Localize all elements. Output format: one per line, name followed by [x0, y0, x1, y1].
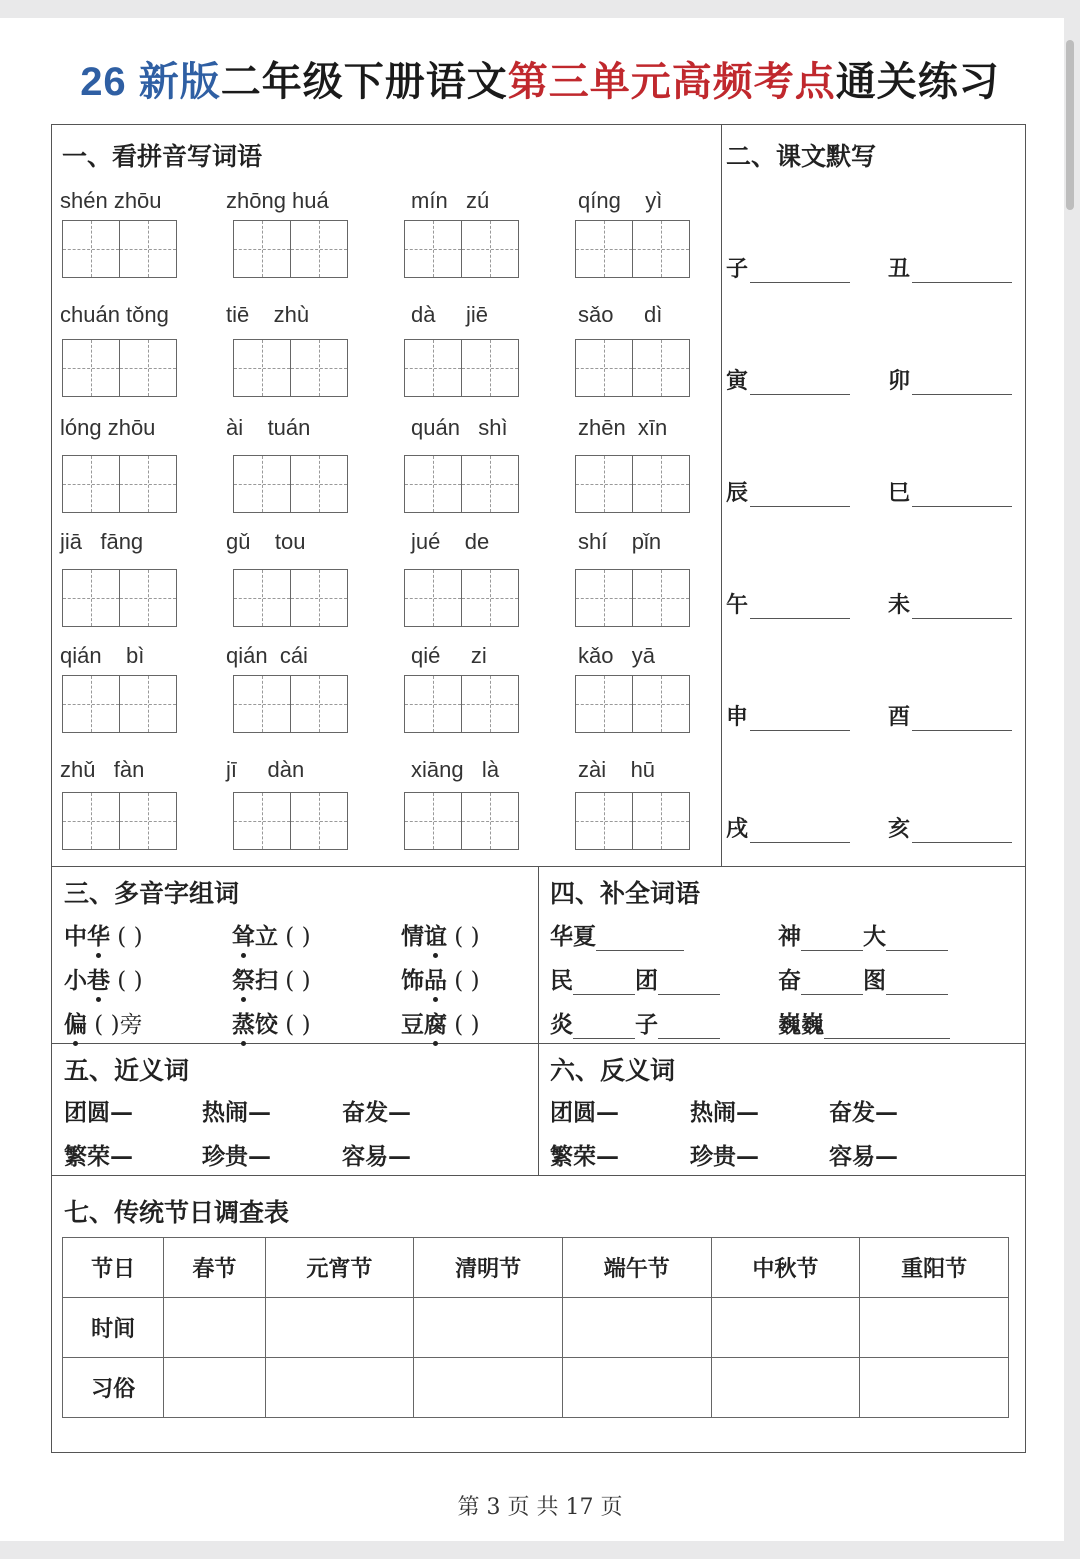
pinyin-label: jué de — [411, 529, 490, 554]
page-footer: 第 3 页 共 17 页 — [457, 1495, 623, 1520]
complete-word-3: 民 团 — [550, 962, 720, 995]
answer-cell[interactable] — [414, 1358, 563, 1418]
section-2-title — [726, 137, 876, 173]
divider-v1 — [721, 125, 722, 866]
answer-cell[interactable] — [562, 1298, 711, 1358]
row-label: 时间 — [63, 1298, 164, 1358]
recitation-item[interactable]: 戌 — [726, 812, 850, 843]
polyphone-item[interactable]: 中华 ( ) — [64, 918, 143, 951]
section-5-title: 五、近义词 — [64, 1056, 190, 1085]
pinyin-label: zhǔ fàn — [60, 757, 145, 782]
pinyin-label: qián cái — [226, 643, 308, 668]
pinyin-label: kǎo yā — [578, 643, 656, 668]
recitation-item[interactable]: 寅 — [726, 364, 850, 395]
polyphone-item[interactable]: 蒸饺 ( ) — [232, 1006, 311, 1039]
pinyin-label: shí pǐn — [578, 529, 662, 554]
polyphone-item[interactable]: 情谊 ( ) — [401, 918, 480, 951]
pinyin-label: sǎo dì — [578, 302, 663, 327]
recitation-item[interactable]: 卯 — [888, 364, 1012, 395]
table-row — [63, 1358, 1009, 1418]
writing-grid[interactable] — [233, 339, 349, 397]
writing-grid[interactable] — [62, 792, 178, 850]
polyphone-item[interactable]: 耸立 ( ) — [232, 918, 311, 951]
answer-cell[interactable] — [164, 1358, 265, 1418]
header-cell: 中秋节 — [711, 1238, 860, 1298]
complete-word-6: 巍巍 — [778, 1006, 950, 1039]
pinyin-label: qié zi — [411, 643, 487, 668]
writing-grid[interactable] — [575, 792, 691, 850]
pinyin-label: qián bì — [60, 643, 145, 668]
divider-v2 — [538, 866, 539, 1175]
synonym-item: 容易— — [342, 1143, 411, 1170]
page-title — [0, 50, 1080, 107]
pinyin-label: zhōng huá — [226, 188, 329, 213]
writing-grid[interactable] — [575, 455, 691, 513]
recitation-item[interactable]: 亥 — [888, 812, 1012, 843]
complete-word-1: 华夏 — [550, 918, 684, 951]
divider-h3 — [51, 1175, 1026, 1176]
complete-word-5: 炎 子 — [550, 1006, 720, 1039]
writing-grid[interactable] — [404, 792, 520, 850]
section-6-title: 六、反义词 — [550, 1056, 676, 1085]
title-part-2: 二年级下册语文 — [220, 58, 508, 105]
synonym-item: 奋发— — [342, 1099, 411, 1126]
pinyin-label: dà jiē — [411, 302, 489, 327]
header-cell: 重阳节 — [860, 1238, 1009, 1298]
table-header-row — [63, 1238, 1009, 1298]
answer-cell[interactable] — [164, 1298, 265, 1358]
pinyin-label: jī dàn — [226, 757, 305, 782]
answer-cell[interactable] — [265, 1358, 414, 1418]
answer-cell[interactable] — [860, 1358, 1009, 1418]
header-cell: 元宵节 — [265, 1238, 414, 1298]
pinyin-label: shén zhōu — [60, 188, 162, 213]
synonym-item: 珍贵— — [202, 1143, 271, 1170]
antonym-item: 容易— — [829, 1143, 898, 1170]
header-cell: 清明节 — [414, 1238, 563, 1298]
recitation-item[interactable]: 辰 — [726, 476, 850, 507]
header-cell: 节日 — [63, 1238, 164, 1298]
polyphone-item[interactable]: 小巷 ( ) — [64, 962, 143, 995]
pinyin-label: chuán tǒng — [60, 302, 169, 327]
pinyin-label: xiāng là — [411, 757, 500, 782]
writing-grid[interactable] — [233, 792, 349, 850]
polyphone-item[interactable]: 祭扫 ( ) — [232, 962, 311, 995]
festival-table — [62, 1237, 1009, 1418]
pinyin-label: mín zú — [411, 188, 490, 213]
table-row — [63, 1298, 1009, 1358]
pinyin-label: lóng zhōu — [60, 415, 156, 440]
recitation-item[interactable]: 巳 — [888, 476, 1012, 507]
recitation-item[interactable]: 未 — [888, 588, 1012, 619]
section-2-title-text: 二、课文默写 — [726, 142, 877, 171]
pinyin-label: zài hū — [578, 757, 656, 782]
writing-grid[interactable] — [575, 569, 691, 627]
complete-word-2: 神 大 — [778, 918, 948, 951]
polyphone-item[interactable]: 偏 ( )旁 — [64, 1006, 143, 1039]
answer-cell[interactable] — [562, 1358, 711, 1418]
recitation-item[interactable]: 酉 — [888, 700, 1012, 731]
answer-cell[interactable] — [265, 1298, 414, 1358]
writing-grid[interactable] — [404, 220, 520, 278]
pinyin-label: ài tuán — [226, 415, 311, 440]
writing-grid[interactable] — [62, 455, 178, 513]
writing-grid[interactable] — [233, 675, 349, 733]
antonym-item: 珍贵— — [690, 1143, 759, 1170]
writing-grid[interactable] — [62, 220, 178, 278]
writing-grid[interactable] — [62, 569, 178, 627]
writing-grid[interactable] — [62, 339, 178, 397]
writing-grid[interactable] — [404, 455, 520, 513]
answer-cell[interactable] — [860, 1298, 1009, 1358]
header-cell: 春节 — [164, 1238, 265, 1298]
writing-grid[interactable] — [575, 339, 691, 397]
writing-grid[interactable] — [404, 675, 520, 733]
pinyin-label: zhēn xīn — [578, 415, 668, 440]
recitation-item[interactable]: 子 — [726, 252, 850, 283]
recitation-item[interactable]: 丑 — [888, 252, 1012, 283]
writing-grid[interactable] — [233, 455, 349, 513]
section-7-title: 七、传统节日调查表 — [64, 1198, 290, 1227]
antonym-item: 繁荣— — [550, 1143, 619, 1170]
writing-grid[interactable] — [575, 675, 691, 733]
pinyin-label: gǔ tou — [226, 529, 306, 554]
synonym-item: 繁荣— — [64, 1143, 133, 1170]
writing-grid[interactable] — [233, 220, 349, 278]
answer-cell[interactable] — [414, 1298, 563, 1358]
header-cell: 端午节 — [562, 1238, 711, 1298]
answer-cell[interactable] — [711, 1358, 860, 1418]
title-part-1: 26 新版 — [80, 60, 221, 104]
complete-word-4: 奋 图 — [778, 962, 948, 995]
section-1-title: 一、看拼音写词语 — [62, 142, 263, 171]
section-4-title: 四、补全词语 — [550, 879, 701, 908]
writing-grid[interactable] — [575, 220, 691, 278]
writing-grid[interactable] — [233, 569, 349, 627]
pinyin-label: jiā fāng — [60, 529, 144, 554]
title-part-3: 第三单元高频考点 — [507, 58, 836, 105]
pinyin-label: qíng yì — [578, 188, 663, 213]
synonym-item: 热闹— — [202, 1099, 271, 1126]
pinyin-label: quán shì — [411, 415, 508, 440]
section-3-title: 三、多音字组词 — [64, 879, 240, 908]
synonym-item: 团圆— — [64, 1099, 133, 1126]
recitation-item[interactable]: 申 — [726, 700, 850, 731]
polyphone-item[interactable]: 豆腐 ( ) — [401, 1006, 480, 1039]
polyphone-item[interactable]: 饰品 ( ) — [401, 962, 480, 995]
writing-grid[interactable] — [404, 339, 520, 397]
answer-cell[interactable] — [711, 1298, 860, 1358]
recitation-item[interactable]: 午 — [726, 588, 850, 619]
divider-h2 — [51, 1043, 1026, 1044]
writing-grid[interactable] — [62, 675, 178, 733]
writing-grid[interactable] — [404, 569, 520, 627]
row-label: 习俗 — [63, 1358, 164, 1418]
antonym-item: 团圆— — [550, 1099, 619, 1126]
title-part-4: 通关练习 — [835, 58, 1000, 105]
antonym-item: 热闹— — [690, 1099, 759, 1126]
antonym-item: 奋发— — [829, 1099, 898, 1126]
pinyin-label: tiē zhù — [226, 302, 310, 327]
